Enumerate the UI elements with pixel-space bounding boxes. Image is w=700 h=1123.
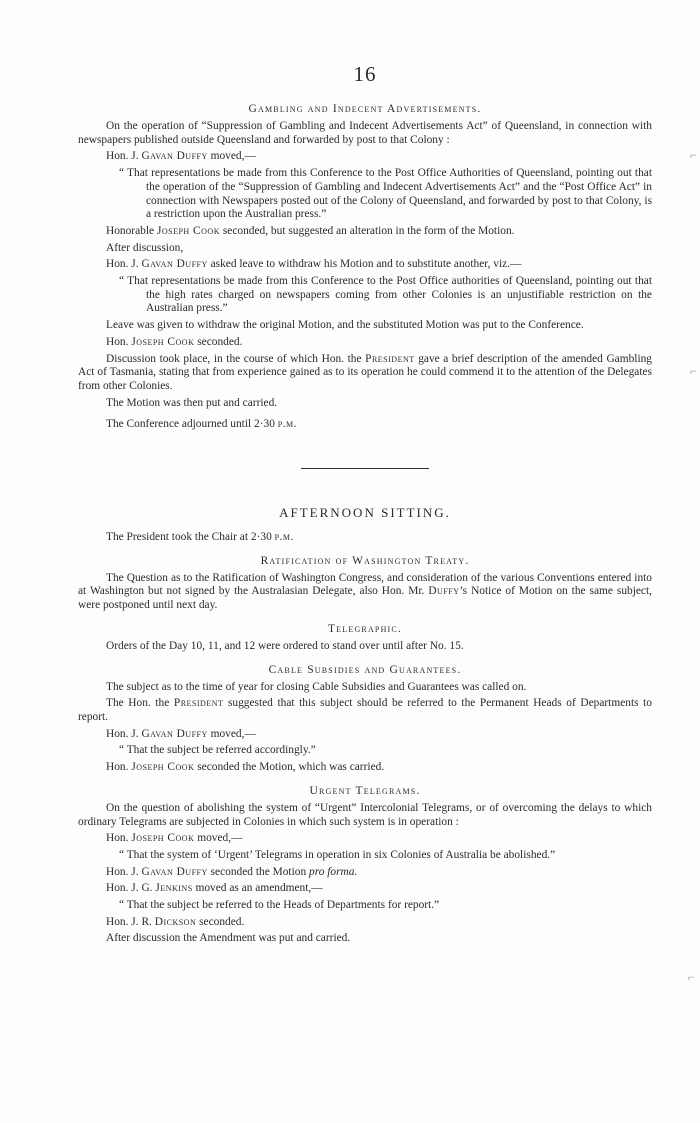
cable-body-1: The subject as to the time of year for closing Cable Subsidies and Guarantees was called on. — [106, 680, 527, 693]
section-heading-washington: Ratification of Washington Treaty. — [260, 554, 470, 567]
afternoon-sitting-heading: AFTERNOON SITTING. — [279, 505, 451, 521]
after-discussion: After discussion, — [106, 241, 184, 254]
cook-seconded-2: Hon. Joseph Cook seconded. — [106, 335, 243, 348]
cable-cook-seconded: Hon. Joseph Cook seconded the Motion, which was carried. — [106, 761, 385, 774]
motion-quote-2: “ That representations be made from this Conference to the Post Office authorities of Queensland, pointing out that the high rates charged on newspapers coming from other Colonies is an unjustifiable restriction on the Australian press.” — [119, 275, 652, 315]
margin-mark: ⌐ — [690, 148, 697, 162]
urgent-intro: On the question of abolishing the system of “Urgent” Intercolonial Telegrams, or of overcoming the delays to which ordinary Telegrams are subjected in Colonies in which such system is in operation : — [78, 801, 652, 828]
cook-seconded: Honorable Joseph Cook seconded, but suggested an alteration in the form of the Motion. — [106, 224, 515, 237]
motion-quote-1: “ That representations be made from this Conference to the Post Office Authorities of Queensland, pointing out that the operation of the “Suppression of Gambling and Indecent Advertisements Act” and the “Post Office Act” in connection with Newspapers posted out of the Colony of Queensland, and forwarded by post to that Colony, is a restriction upon the Australian press.” — [119, 167, 652, 221]
urgent-final: After discussion the Amendment was put and carried. — [106, 932, 351, 945]
urgent-cook-moved: Hon. Joseph Cook moved,— — [106, 832, 243, 845]
urgent-dickson-seconded: Hon. J. R. Dickson seconded. — [106, 915, 245, 928]
margin-mark: ⌐ — [688, 970, 695, 984]
document-page — [78, 62, 652, 946]
section-divider — [301, 468, 429, 469]
leave-given: Leave was given to withdraw the original Motion, and the substituted Motion was put to the Conference. — [106, 319, 584, 332]
gambling-intro: On the operation of “Suppression of Gambling and Indecent Advertisements Act” of Queensland, in connection with newspapers published outside Queensland and forwarded by post to that Colony : — [78, 120, 652, 146]
section-heading-gambling: Gambling and Indecent Advertisements. — [248, 103, 482, 115]
cable-body-2: The Hon. the President suggested that this subject should be referred to the Permanent Heads of Departments to report. — [78, 697, 652, 723]
margin-mark: ⌐ — [690, 364, 697, 378]
duffy-withdraw: Hon. J. Gavan Duffy asked leave to withdraw his Motion and to substitute another, viz.— — [106, 258, 522, 271]
urgent-duffy-seconded: Hon. J. Gavan Duffy seconded the Motion pro forma. — [106, 865, 358, 878]
washington-body: The Question as to the Ratification of Washington Congress, and consideration of the various Conventions entered into at Washington but not signed by the Australasian Delegate, also Hon. Mr. Duffy’s Notice of Motion on the same subject, were postponed until next day. — [78, 571, 652, 612]
cable-motion-quote: “ That the subject be referred accordingly.” — [119, 744, 316, 757]
urgent-jenkins-moved: Hon. J. G. Jenkins moved as an amendment,— — [106, 882, 323, 895]
urgent-amendment-quote: “ That the subject be referred to the Heads of Departments for report.” — [119, 899, 440, 912]
cable-duffy-moved: Hon. J. Gavan Duffy moved,— — [106, 727, 256, 740]
page-number: 16 — [353, 62, 377, 86]
section-heading-cable: Cable Subsidies and Guarantees. — [268, 663, 462, 676]
telegraphic-body: Orders of the Day 10, 11, and 12 were ordered to stand over until after No. 15. — [106, 639, 464, 652]
motion-carried: The Motion was then put and carried. — [106, 396, 278, 409]
conference-adjourned: The Conference adjourned until 2·30 p.m. — [106, 418, 298, 431]
president-chair: The President took the Chair at 2·30 p.m. — [106, 531, 294, 544]
duffy-moved: Hon. J. Gavan Duffy moved,— — [106, 150, 256, 163]
section-heading-urgent: Urgent Telegrams. — [309, 784, 421, 797]
urgent-motion-quote: “ That the system of ‘Urgent’ Telegrams in operation in six Colonies of Australia be abolished.” — [119, 848, 556, 861]
section-heading-telegraphic: Telegraphic. — [327, 622, 403, 635]
discussion-paragraph: Discussion took place, in the course of which Hon. the President gave a brief description of the amended Gambling Act of Tasmania, stating that from experience gained as to its operation he could commend it to the attention of the Delegates from other Colonies. — [78, 352, 653, 392]
